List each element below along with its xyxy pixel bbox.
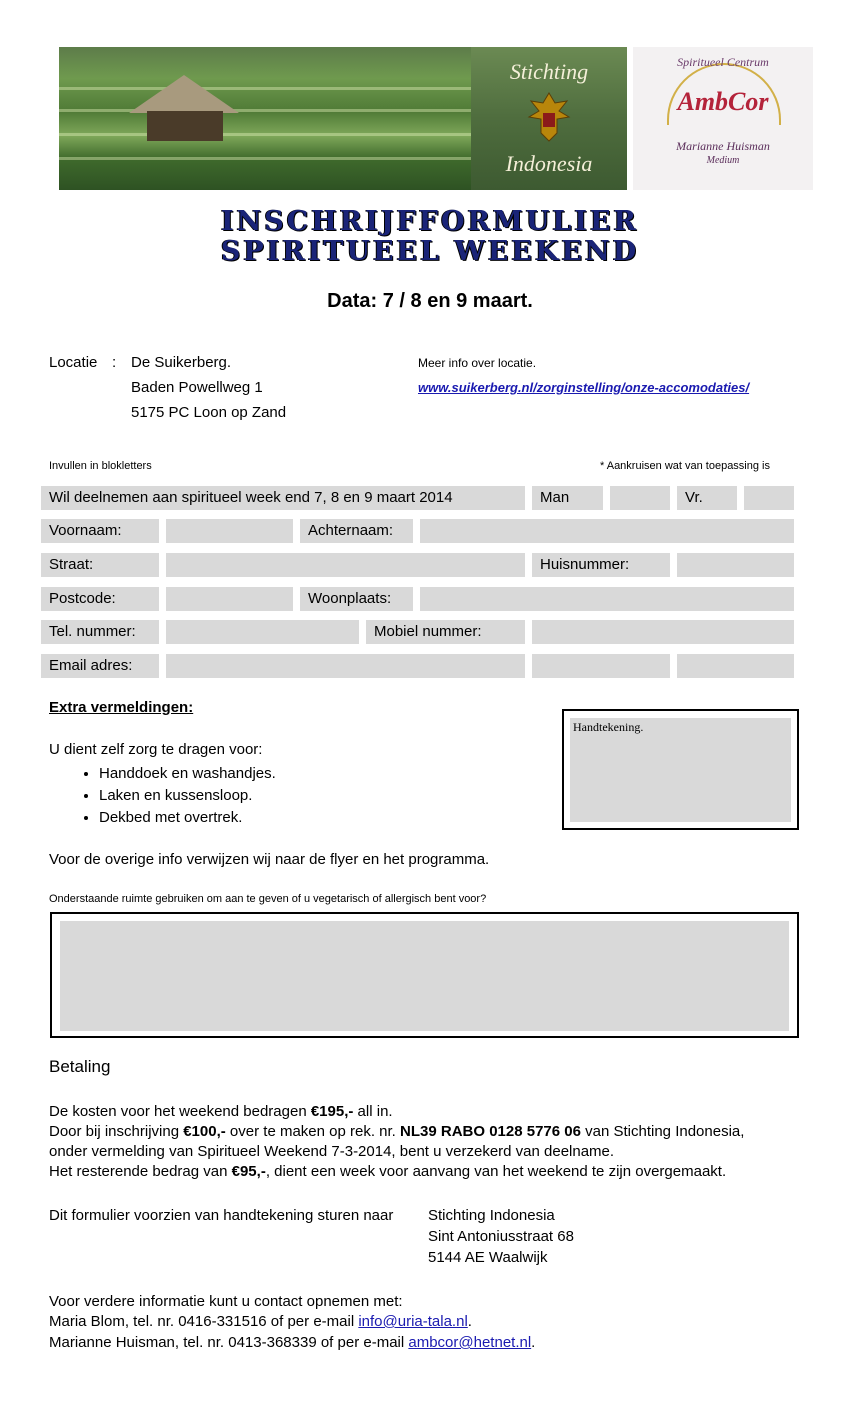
send-city: 5144 AE Waalwijk xyxy=(428,1249,548,1266)
mobiel-label: Mobiel nummer: xyxy=(366,620,525,644)
email-field[interactable] xyxy=(166,654,525,678)
send-org: Stichting Indonesia xyxy=(428,1207,555,1224)
flyer-note: Voor de overige info verwijzen wij naar de flyer en het programma. xyxy=(49,851,490,868)
hut-icon xyxy=(129,75,239,113)
rice-terrace-photo xyxy=(59,47,471,190)
email-field-extra2[interactable] xyxy=(677,654,794,678)
location-name: De Suikerberg. xyxy=(131,354,232,371)
list-item: • Dekbed met overtrek. xyxy=(99,807,276,829)
signature-box[interactable] xyxy=(562,709,799,830)
list-item: • Laken en kussensloop. xyxy=(99,785,276,807)
contact-line2 xyxy=(49,1333,535,1353)
payment-line4 xyxy=(49,1162,726,1182)
postcode-field[interactable] xyxy=(166,587,293,611)
diet-textarea[interactable] xyxy=(50,912,799,1038)
list-item: • Handdoek en washandjes. xyxy=(99,763,276,785)
gender-vr-label: Vr. xyxy=(677,486,737,510)
extra-list xyxy=(49,763,276,829)
payment-line1-pre: De kosten voor het weekend bedragen xyxy=(49,1103,311,1120)
voornaam-field[interactable] xyxy=(166,519,293,543)
contact1-dot: . xyxy=(467,1313,472,1330)
contact-intro: Voor verdere informatie kunt u contact opnemen met: xyxy=(49,1293,403,1310)
straat-label: Straat: xyxy=(41,553,159,577)
straat-field[interactable] xyxy=(166,553,525,577)
event-dates: Data: 7 / 8 en 9 maart. xyxy=(327,290,533,312)
stichting-logo-line1: Stichting xyxy=(509,59,589,84)
stichting-logo-line2: Indonesia xyxy=(505,151,593,176)
ambcor-role: Medium xyxy=(706,155,740,166)
payment-line2 xyxy=(49,1122,744,1142)
title-line1: INSCHRIJFFORMULIER xyxy=(220,206,639,237)
woonplaats-field[interactable] xyxy=(420,587,794,611)
payment-line4-pre: Het resterende bedrag van xyxy=(49,1163,232,1180)
contact2-email-link[interactable]: ambcor@hetnet.nl xyxy=(408,1334,532,1351)
gender-man-checkbox[interactable] xyxy=(610,486,670,510)
payment-line2-post: van Stichting Indonesia, xyxy=(580,1123,745,1140)
location-city: 5175 PC Loon op Zand xyxy=(131,404,287,421)
payment-remaining: €95,- xyxy=(231,1163,266,1180)
ambcor-logo xyxy=(633,47,813,190)
gender-vr-checkbox[interactable] xyxy=(744,486,794,510)
location-info-label: Meer info over locatie. xyxy=(418,356,537,370)
woonplaats-label: Woonplaats: xyxy=(300,587,413,611)
huisnummer-label: Huisnummer: xyxy=(532,553,670,577)
payment-line2-pre: Door bij inschrijving xyxy=(49,1123,184,1140)
participation-label: Wil deelnemen aan spiritueel week end 7, 8 en 9 maart 2014 xyxy=(41,486,525,510)
signature-label: Handtekening. xyxy=(573,720,644,734)
voornaam-label: Voornaam: xyxy=(41,519,159,543)
contact-line1 xyxy=(49,1312,472,1332)
huisnummer-field[interactable] xyxy=(677,553,794,577)
email-label: Email adres: xyxy=(41,654,159,678)
location-separator: : xyxy=(112,354,117,371)
stichting-indonesia-logo xyxy=(471,47,627,190)
form-note-checkmark: * Aankruisen wat van toepassing is xyxy=(600,460,770,472)
location-info-link[interactable]: www.suikerberg.nl/zorginstelling/onze-accomodaties/ xyxy=(418,380,750,395)
send-label: Dit formulier voorzien van handtekening sturen naar xyxy=(49,1207,394,1224)
payment-heading: Betaling xyxy=(49,1057,111,1076)
postcode-label: Postcode: xyxy=(41,587,159,611)
title-line2: SPIRITUEEL WEEKEND xyxy=(220,236,640,267)
extra-heading: Extra vermeldingen: xyxy=(49,699,194,716)
achternaam-label: Achternaam: xyxy=(300,519,413,543)
payment-deposit: €100,- xyxy=(183,1123,226,1140)
extra-intro: U dient zelf zorg te dragen voor: xyxy=(49,741,263,758)
contact2-dot: . xyxy=(531,1334,536,1351)
diet-label: Onderstaande ruimte gebruiken om aan te geven of u vegetarisch of allergisch bent voor? xyxy=(49,893,487,905)
mobiel-field[interactable] xyxy=(532,620,794,644)
location-label: Locatie xyxy=(49,354,98,371)
payment-line1-post: all in. xyxy=(353,1103,393,1120)
payment-line3: onder vermelding van Spiritueel Weekend 7-3-2014, bent u verzekerd van deelname. xyxy=(49,1143,615,1160)
ambcor-tagline: Spiritueel Centrum xyxy=(677,55,769,69)
gender-man-label: Man xyxy=(532,486,603,510)
contact2-text: Marianne Huisman, tel. nr. 0413-368339 of per e-mail xyxy=(49,1334,409,1351)
payment-line4-post: , dient een week voor aanvang van het weekend te zijn overgemaakt. xyxy=(265,1163,727,1180)
tel-field[interactable] xyxy=(166,620,359,644)
payment-total: €195,- xyxy=(310,1103,354,1120)
payment-iban: NL39 RABO 0128 5776 06 xyxy=(400,1123,581,1140)
payment-line1 xyxy=(49,1102,393,1122)
header-banner xyxy=(59,47,813,190)
tel-label: Tel. nummer: xyxy=(41,620,159,644)
payment-line2-mid: over te maken op rek. nr. xyxy=(225,1123,401,1140)
send-street: Sint Antoniusstraat 68 xyxy=(428,1228,574,1245)
contact1-email-link[interactable]: info@uria-tala.nl xyxy=(358,1313,468,1330)
email-field-extra[interactable] xyxy=(532,654,670,678)
garuda-emblem-icon xyxy=(527,89,571,145)
ambcor-wordmark: AmbCor xyxy=(677,87,769,116)
ambcor-name: Marianne Huisman xyxy=(676,139,770,153)
achternaam-field[interactable] xyxy=(420,519,794,543)
form-note-blockletters: Invullen in blokletters xyxy=(49,460,152,472)
contact1-text: Maria Blom, tel. nr. 0416-331516 of per e-mail xyxy=(49,1313,359,1330)
location-street: Baden Powellweg 1 xyxy=(131,379,263,396)
